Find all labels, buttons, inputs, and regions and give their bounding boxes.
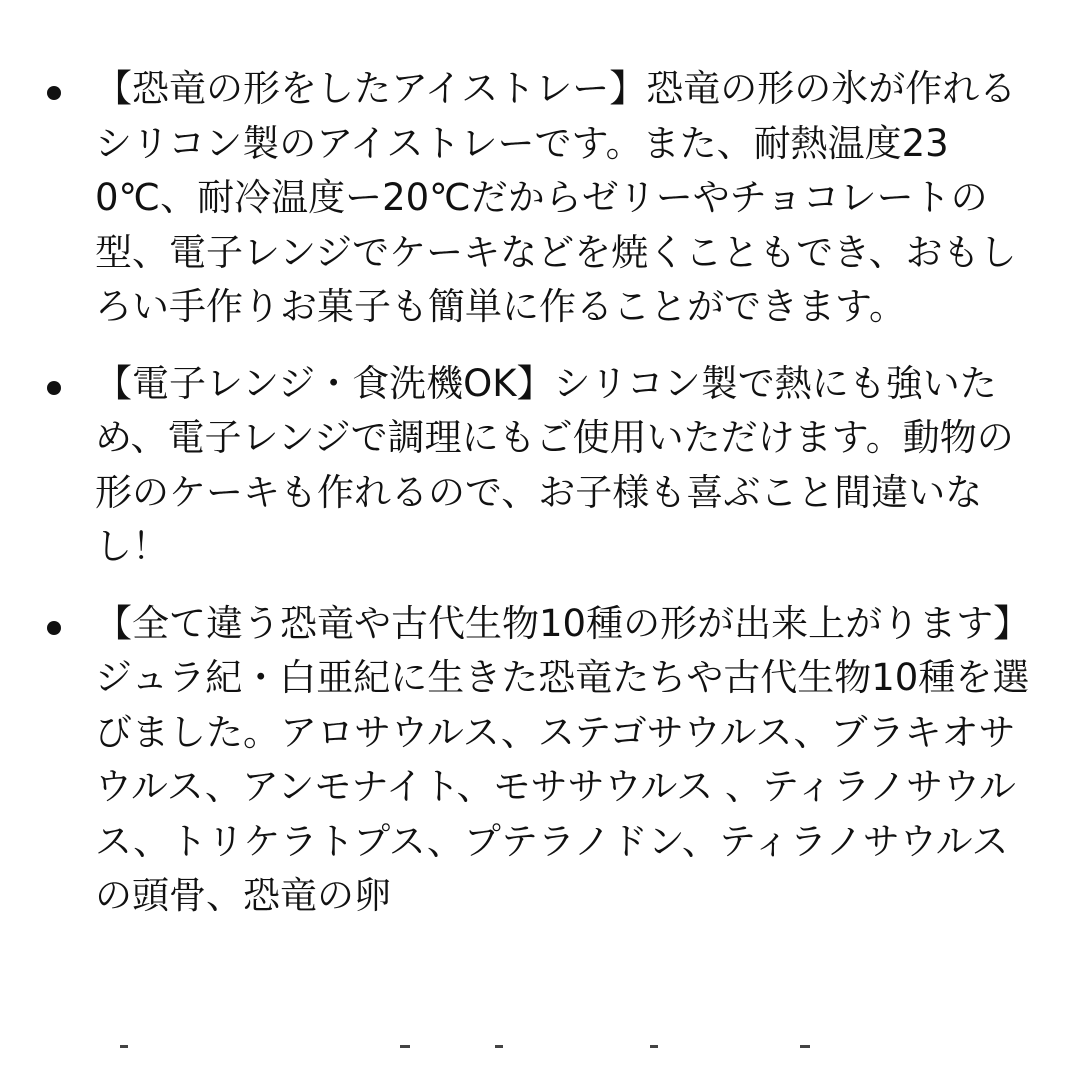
feature-bullet-list <box>0 62 1080 946</box>
cropped-glyph-fragment <box>495 1045 503 1048</box>
cropped-glyph-fragment <box>650 1045 658 1048</box>
feature-bullet-item <box>0 597 1080 924</box>
feature-bullet-item <box>0 357 1080 575</box>
feature-bullet-text: 【恐竜の形をしたアイストレー】恐竜の形の氷が作れるシリコン製のアイストレーです。また、耐熱温度230℃、耐冷温度ー20℃だからゼリーやチョコレートの型、電子レンジでケーキなどを焼くこともでき、おもしろい手作りお菓子も簡単に作ることができます。 <box>95 67 1017 328</box>
cropped-next-line <box>0 1040 1080 1080</box>
bullet-dot-icon <box>47 381 61 395</box>
cropped-glyph-fragment <box>400 1045 410 1048</box>
cropped-glyph-fragment <box>800 1045 810 1048</box>
feature-bullet-text: 【電子レンジ・食洗機OK】シリコン製で熱にも強いため、電子レンジで調理にもご使用いただけます。動物の形のケーキも作れるので、お子様も喜ぶこと間違いなし！ <box>95 361 1014 568</box>
bullet-dot-icon <box>47 621 61 635</box>
feature-bullet-item <box>0 62 1080 335</box>
bullet-dot-icon <box>47 86 61 100</box>
cropped-glyph-fragment <box>120 1045 128 1048</box>
feature-bullet-text: 【全て違う恐竜や古代生物10種の形が出来上がります】ジュラ紀・白亜紀に生きた恐竜たちや古代生物10種を選びました。アロサウルス、ステゴサウルス、ブラキオサウルス、アンモナイト、モササウルス 、ティラノサウルス、トリケラトプス、プテラノドン、ティラノサウルスの頭骨、恐竜の卵 <box>95 601 1031 917</box>
